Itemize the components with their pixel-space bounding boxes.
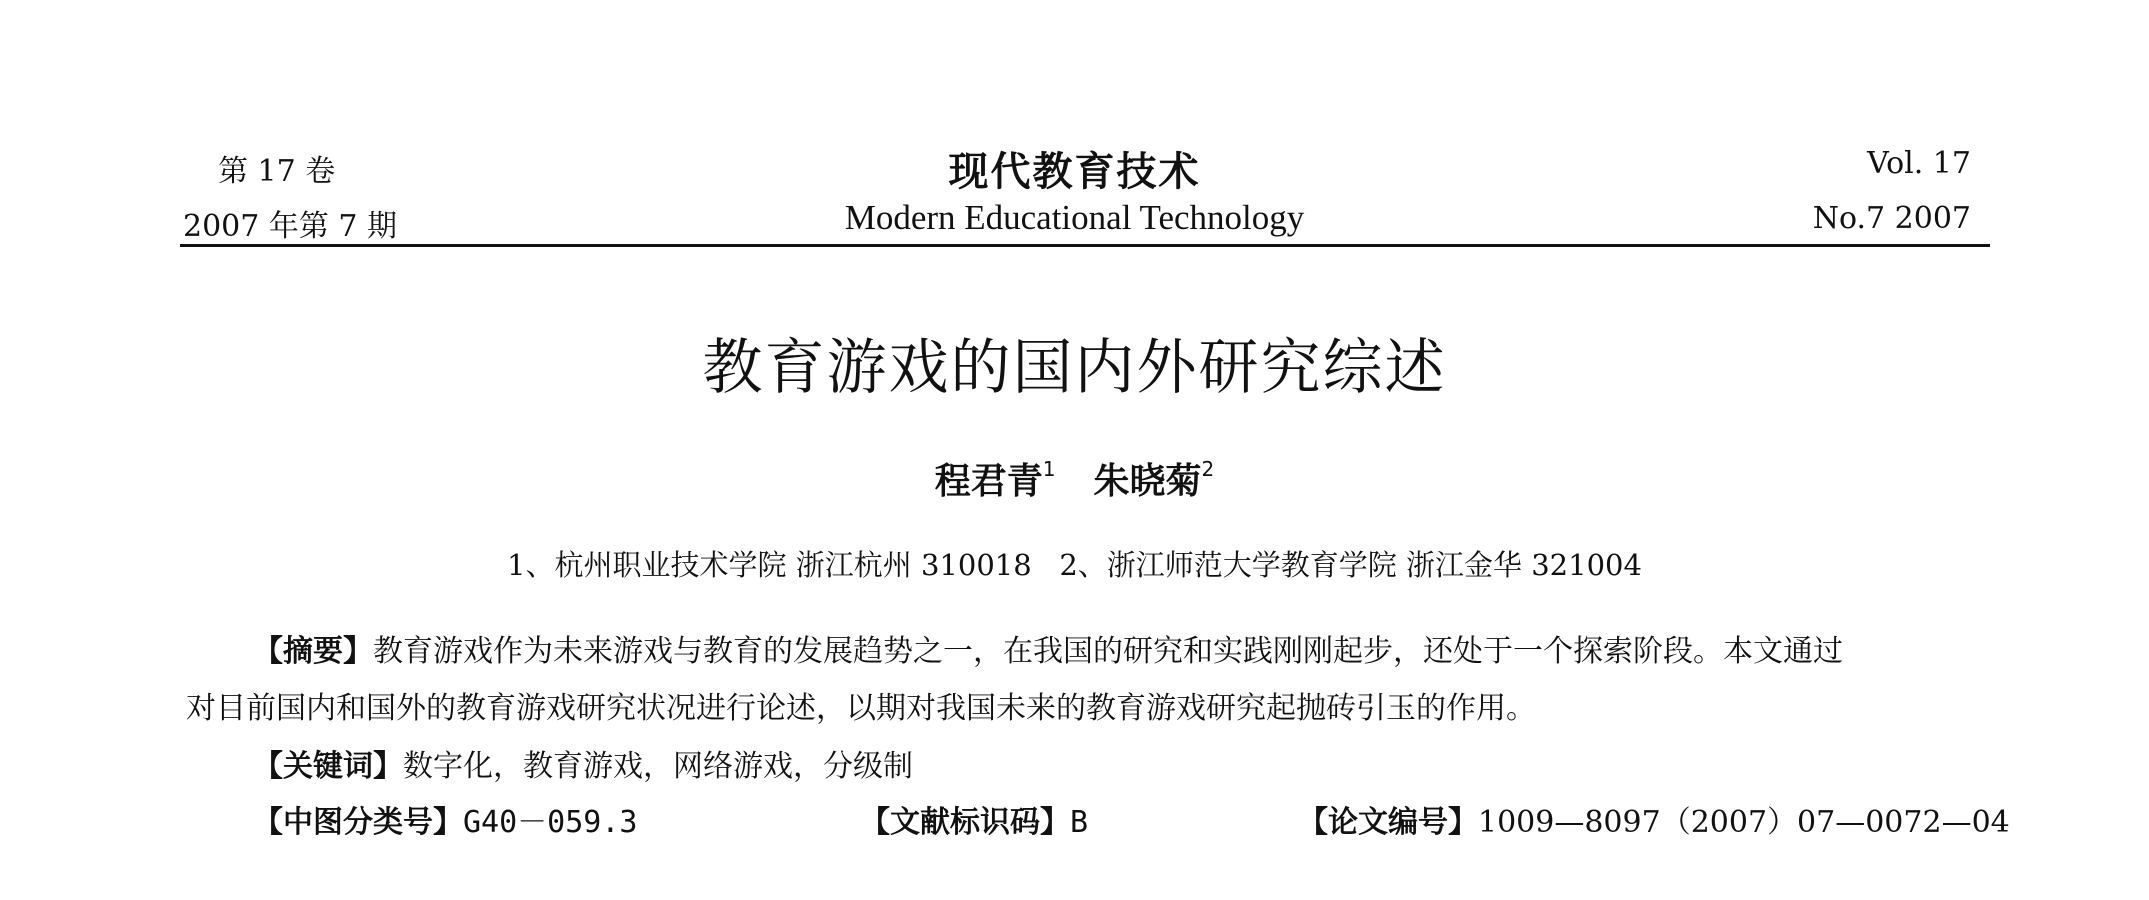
abstract-text: 教育游戏作为未来游戏与教育的发展趋势之一，在我国的研究和实践刚刚起步，还处于一个探索阶段。本文通过 [373,634,1843,669]
abstract-label: 【摘要】 [253,634,373,669]
document-code-value: B [1070,805,1089,840]
article-number-value: 1009—8097（2007）07—0072—04 [1478,805,2010,840]
volume-number-cn: 第 17 卷 [218,154,336,189]
article-number-label: 【论文编号】 [1298,805,1478,840]
article-title: 教育游戏的国内外研究综述 [702,333,1447,403]
author-affiliation-mark: 1 [1042,457,1056,481]
author-name: 朱晓菊 [1093,461,1202,502]
volume-number-en: Vol. 17 [1867,146,1971,181]
author-affiliation-mark: 2 [1201,457,1215,481]
clc-label: 【中图分类号】 [253,805,463,840]
issue-number-en: No.7 2007 [1812,201,1971,236]
journal-title-en: Modern Educational Technology [844,198,1305,237]
keywords-line [253,741,913,785]
header-rule [180,244,1990,247]
keywords-label: 【关键词】 [253,749,403,784]
journal-title-cn: 现代教育技术 [948,149,1201,195]
author-name: 程君青 [934,461,1043,502]
article-number [1298,797,2010,841]
issue-number-cn: 2007 年第 7 期 [183,209,398,244]
author-line [0,453,2149,504]
clc-number [253,797,638,841]
document-code [860,797,1088,841]
clc-value: G40－059.3 [463,805,638,840]
affiliations: 1、杭州职业技术学院 浙江杭州 310018 2、浙江师范大学教育学院 浙江金华 321004 [507,548,1642,582]
abstract-line-2: 对目前国内和国外的教育游戏研究状况进行论述，以期对我国未来的教育游戏研究起抛砖引玉的作用。 [186,691,1536,726]
abstract-line-1 [253,626,1843,670]
keywords-text: 数字化，教育游戏，网络游戏，分级制 [403,749,913,784]
document-code-label: 【文献标识码】 [860,805,1070,840]
